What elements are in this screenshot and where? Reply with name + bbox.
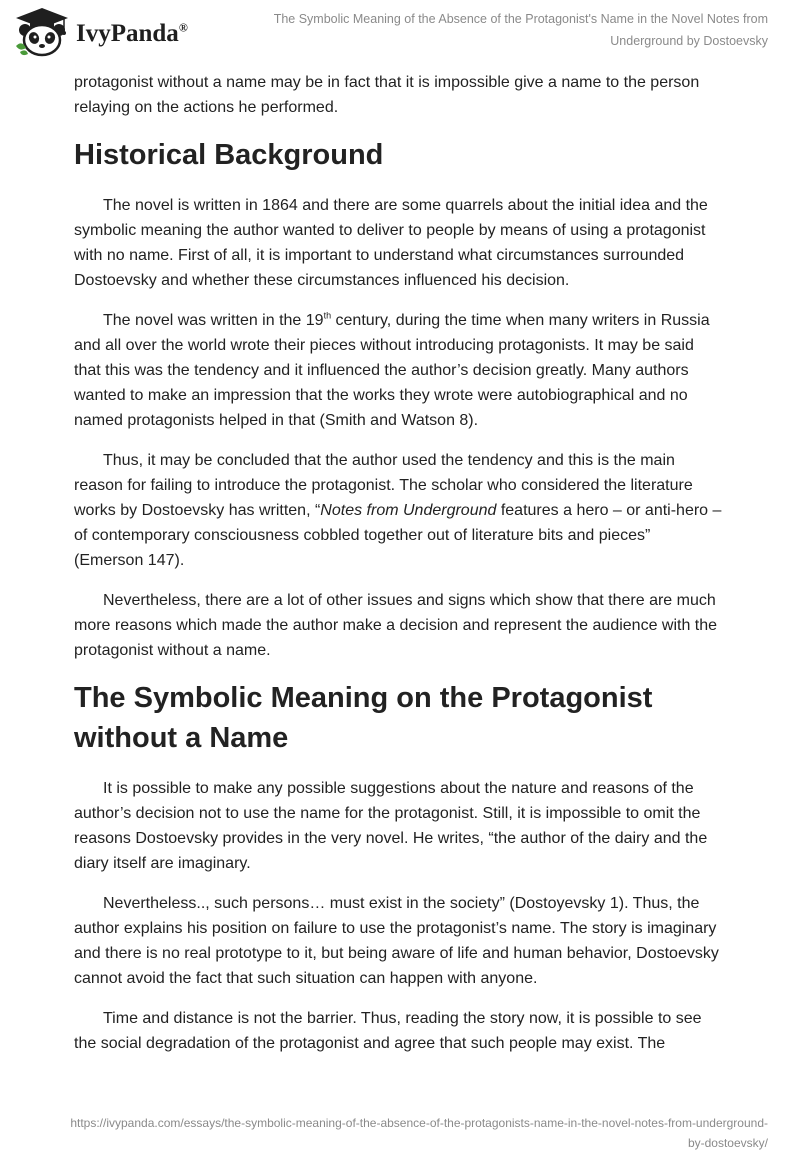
document-title <box>268 8 768 52</box>
paragraph: Nevertheless.., such persons… must exist in the society” (Dostoyevsky 1). Thus, the author explains his position on failure to use the protagonist’s name. The story is imaginary and there is no real prototype to it, but being aware of life and human behavior, Dostoevsky cannot avoid the fact that such situation can happen with anyone. <box>74 895 719 987</box>
source-url-line-2: by-dostoevsky/ <box>687 1136 768 1150</box>
paragraph: It is possible to make any possible suggestions about the nature and reasons of the author’s decision not to use the name for the protagonist. Still, it is impossible to omit the reasons Dostoevsky provides in the very novel. He writes, “the author of the dairy and the diary itself are imaginary. <box>74 780 708 872</box>
ivypanda-logo[interactable] <box>12 6 188 58</box>
brand-name: IvyPanda® <box>76 20 188 47</box>
source-url-line-1: https://ivypanda.com/essays/the-symbolic-meaning-of-the-absence-of-the-protagonists-name-in-the-novel-notes-from-underground- <box>70 1116 768 1130</box>
paragraph: The novel was written in the 19th century, during the time when many writers in Russia and all over the world wrote their pieces without introducing protagonists. It may be said that this was the tendency and it influenced the author’s decision greatly. Many authors wanted to make an impression that the works they wrote were autobiographical and no named protagonists helped in that (Smith and Watson 8). <box>74 310 710 429</box>
paragraph: Thus, it may be concluded that the author used the tendency and this is the main reason for failing to introduce the protagonist. The scholar who considered the literature works by Dostoevsky has written, “Notes from Underground features a hero – or anti-hero – of contemporary consciousness cobbled together out of literature bits and pieces” (Emerson 147). <box>74 452 722 569</box>
page-header <box>0 0 800 62</box>
document-title-line-2: Underground by Dostoevsky <box>610 34 768 48</box>
source-url[interactable] <box>20 1113 768 1153</box>
heading-historical-background: Historical Background <box>74 139 384 171</box>
paragraph: Nevertheless, there are a lot of other issues and signs which show that there are much more reasons which made the author make a decision and represent the audience with the protagonist without a name. <box>74 592 718 659</box>
document-title-line-1: The Symbolic Meaning of the Absence of the Protagonist's Name in the Novel Notes from <box>273 12 768 26</box>
paragraph: Time and distance is not the barrier. Thus, reading the story now, it is possible to see the social degradation of the protagonist and agree that such people may exist. The <box>74 1010 702 1052</box>
heading-symbolic-meaning: The Symbolic Meaning on the Protagonist without a Name <box>74 682 653 754</box>
paragraph-continued: protagonist without a name may be in fact that it is impossible give a name to the person relaying on the actions he performed. <box>74 74 700 116</box>
panda-graduate-icon <box>12 6 72 58</box>
essay-content <box>74 70 722 1071</box>
paragraph: The novel is written in 1864 and there are some quarrels about the initial idea and the symbolic meaning the author wanted to deliver to people by means of using a protagonist with no name. First of all, it is important to understand what circumstances surrounded Dostoevsky and whether these circumstances influenced his decision. <box>74 197 708 289</box>
